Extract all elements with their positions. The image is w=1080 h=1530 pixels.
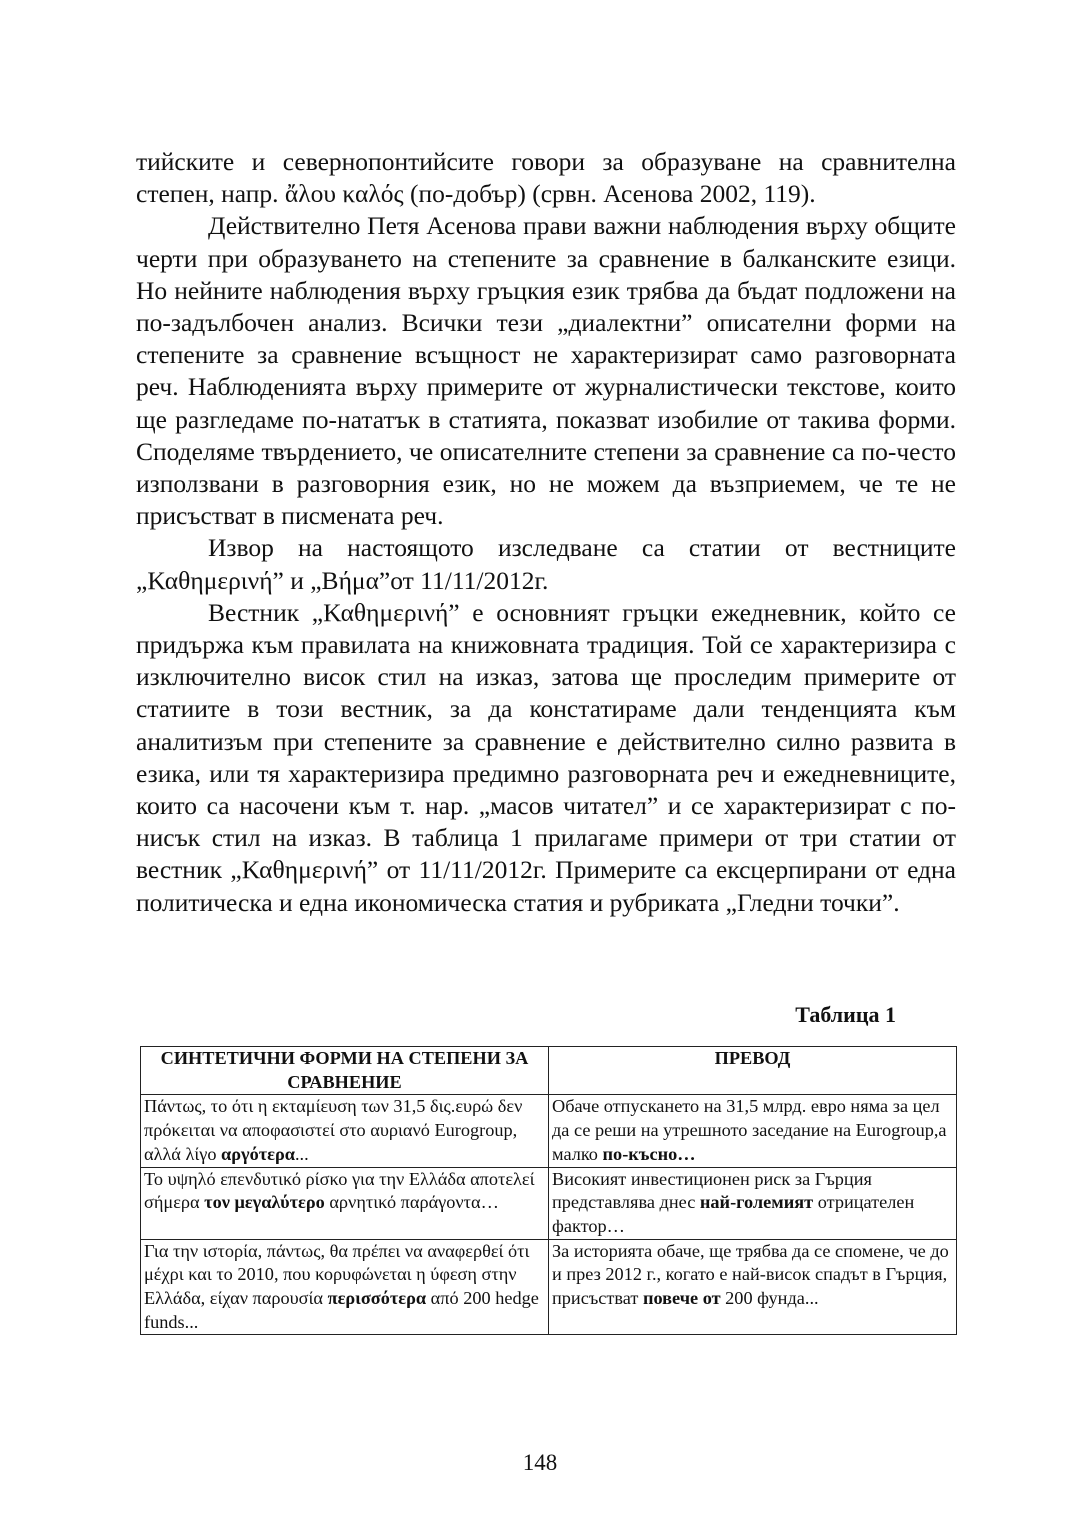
header-translation: ПРЕВОД	[549, 1047, 957, 1095]
table-header-row	[141, 1047, 957, 1095]
translation-cell	[549, 1167, 957, 1239]
paragraph-1: тийските и севернопонтийсите говори за образуване на сравнителна степен, напр. ἄλου καλός (по-добър) (срвн. Асенова 2002, 119).	[136, 147, 956, 209]
body-text	[136, 146, 956, 919]
greek-text: Το υψηλό επενδυτικό ρίσκο για την Ελλάδα αποτελεί σήμερα	[144, 1168, 535, 1213]
table-row	[141, 1239, 957, 1335]
greek-text: Για την ιστορία, πάντως, θα πρέπει να αναφερθεί ότι μέχρι και το 2010, που κορυφώνεται η ύφεση στην Ελλάδα, είχαν παρουσία	[144, 1240, 530, 1309]
paragraph-2: Действително Петя Асенова прави важни наблюдения върху общите черти при образуването на степените за сравнение в балканските езици. Но нейните наблюдения върху гръцкия език трябва да бъдат подложени на по-задълбочен анализ. Всички тези „диалектни” описателни форми на степените за сравнение всъщност не характеризират само разговорната реч. Наблюденията върху примерите от журналистически текстове, които ще разгледаме по-нататък в статията, показват изобилие от такива форми. Споделяме твърдението, че описателните степени за сравнение са по-често използвани в разговорния език, но не можем да възприемем, че те не присъстват в писмената реч.	[136, 211, 956, 531]
greek-bold-form: τον μεγαλύτερο	[204, 1192, 325, 1213]
greek-bold-form: αργότερα	[221, 1143, 295, 1164]
translation-text: Обаче отпускането на 31,5 млрд. евро няма за цел да се реши на утрешното заседание на Eurogroup,а малко	[552, 1096, 947, 1164]
translation-text: отрицателен фактор…	[552, 1192, 915, 1236]
page-number: 148	[522, 1450, 558, 1475]
greek-text: από 200 hedge funds...	[144, 1288, 539, 1332]
header-synthetic-forms: СИНТЕТИЧНИ ФОРМИ НА СТЕПЕНИ ЗА СРАВНЕНИЕ	[141, 1047, 549, 1095]
translation-bold-form: повече от	[642, 1288, 721, 1309]
translation-text: 200 фунда...	[720, 1288, 819, 1309]
translation-bold-form: най-големият	[699, 1192, 814, 1213]
greek-text: ...	[294, 1143, 309, 1164]
greek-bold-form: περισσότερα	[327, 1288, 427, 1309]
translation-cell	[549, 1239, 957, 1335]
greek-cell	[141, 1239, 549, 1335]
greek-text: Πάντως, το ότι η εκταμίευση των 31,5 δις.ευρώ δεν πρόκειται να αποφασιστεί στο αυριανό Eurogroup, αλλά λίγο	[144, 1096, 523, 1164]
translation-text: Високият инвестиционен риск за Гърция представлява днес	[552, 1168, 872, 1213]
table-row	[141, 1167, 957, 1239]
paragraph-3: Извор на настоящото изследване са статии от вестниците „Καθημερινή” и „Βήμα”от 11/11/2012г.	[136, 533, 956, 595]
greek-text: αρνητικό παράγοντα…	[324, 1192, 499, 1213]
paragraph-4: Вестник „Καθημερινή” е основният гръцки ежедневник, който се придържа към правилата на книжовната традиция. Той се характеризира с изключително висок стил на изказ, затова ще проследим примерите от статиите в този вестник, за да констатираме дали тенденцията към аналитизъм при степените за сравнение е действително силно развита в езика, или тя характеризира предимно разговорната реч и ежедневниците, които са насочени към т. нар. „масов читател” и се характеризират с по-нисък стил на изказ. В таблица 1 прилагаме примери от три статии от вестник „Καθημερινή” от 11/11/2012г. Примерите са ексцерпирани от една политическа и една икономическа статия и рубриката „Гледни точки”.	[136, 597, 956, 917]
translation-bold-form: по-късно…	[602, 1143, 696, 1164]
greek-cell	[141, 1095, 549, 1167]
greek-cell	[141, 1167, 549, 1239]
translation-cell	[549, 1095, 957, 1167]
translation-text: За историята обаче, ще трябва да се спомене, че до и през 2012 г., когато е най-висок спадът в Гърция, присъстват	[552, 1240, 949, 1309]
table-caption: Таблица 1	[795, 1002, 896, 1027]
table-row	[141, 1095, 957, 1167]
comparison-table	[140, 1046, 957, 1335]
